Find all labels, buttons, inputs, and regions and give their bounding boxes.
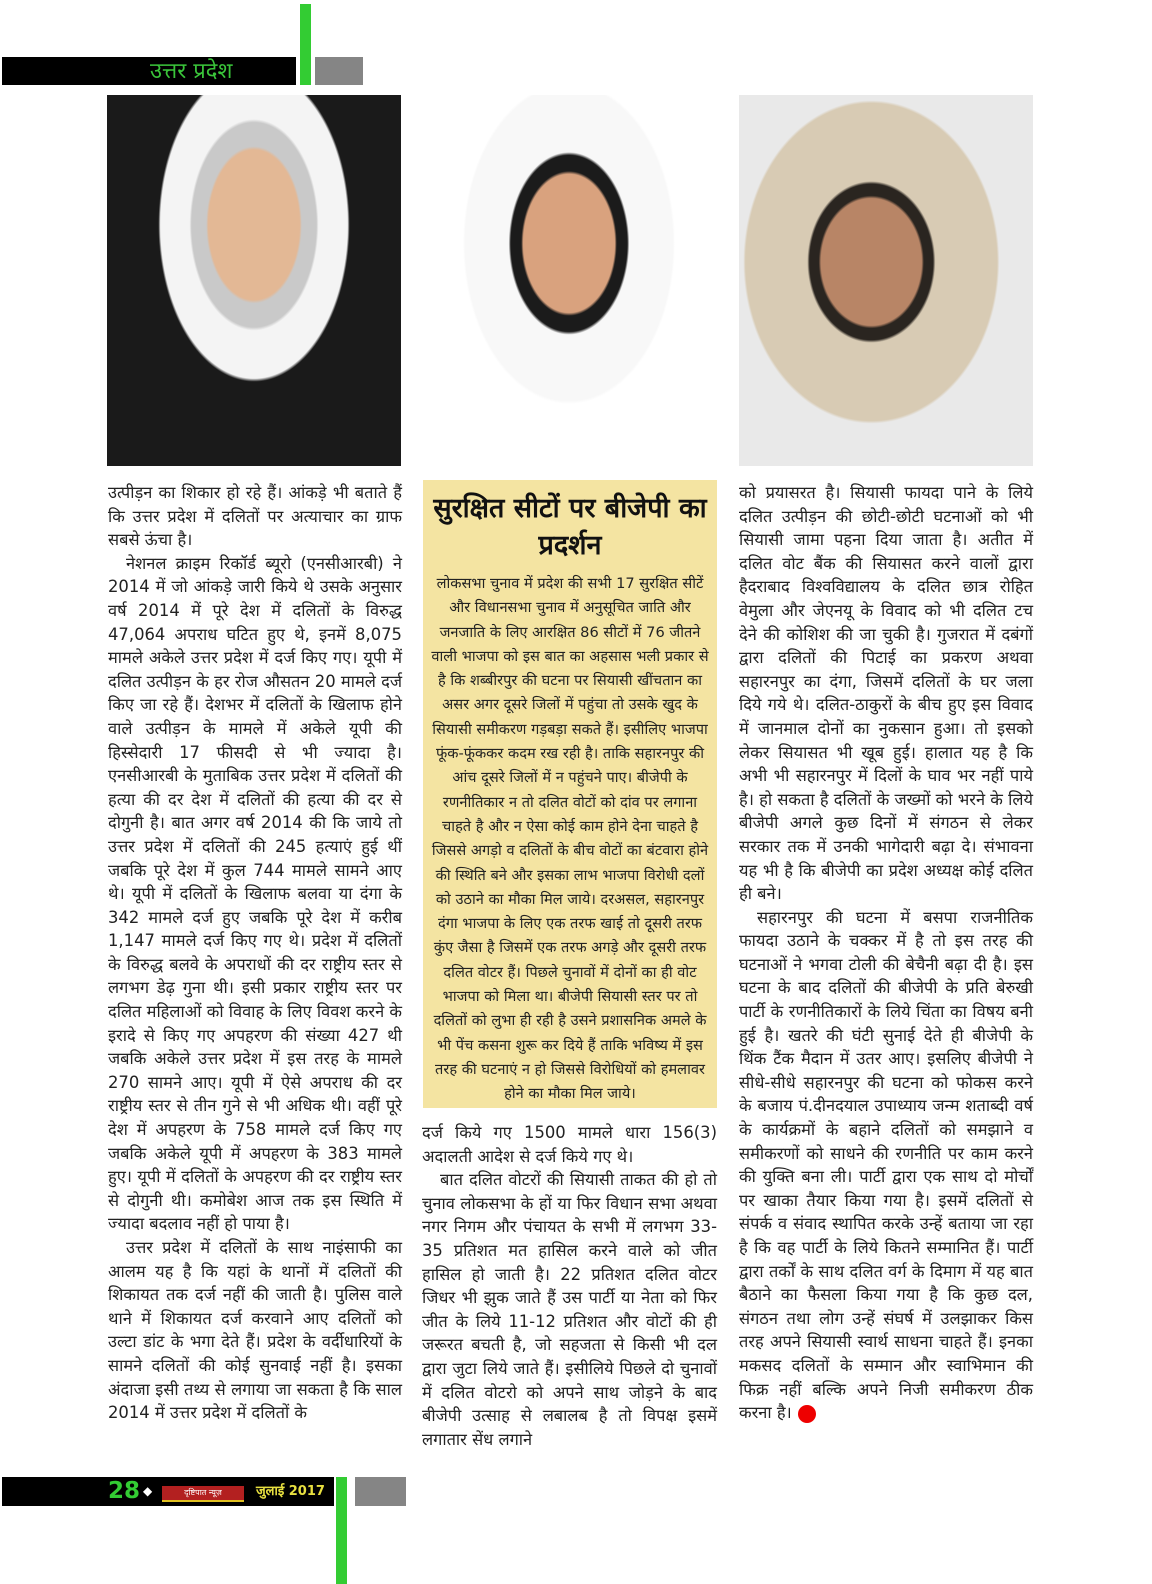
paragraph: दर्ज किये गए 1500 मामले धारा 156(3) अदालती आदेश से दर्ज किये गए थे।: [422, 1123, 717, 1166]
photo-mayawati: [739, 95, 1033, 466]
bullet-icon: ◆: [143, 1484, 153, 1498]
footer-gray-block: [355, 1477, 406, 1506]
article-column-3: [739, 481, 1033, 1425]
page-number: 28: [108, 1478, 141, 1504]
paragraph: को प्रयासरत है। सियासी फायदा पाने के लिये दलित उत्पीड़न की छोटी-छोटी घटनाओं को भी सियासी जामा पहना दिया जाता है। अतीत में दलित वोट बैंक की सियासत करने वालों द्वारा हैदराबाद विश्वविद्यालय के दलित छात्र रोहित वेमुला और जेएनयू के विवाद को भी दलित टच देने की कोशिश की जा चुकी है। गुजरात में दबंगों द्वारा दलितों की पिटाई का प्रकरण अथवा सहारनपुर का दंगा, जिसमें दलितों के घर जला दिये गये थे। दलित-ठाकुरों के बीच हुए इस विवाद में जानमाल दोनों का नुकसान हुआ। तो इसको लेकर सियासत भी खूब हुई। हालात यह है कि अभी भी सहारनपुर में दिलों के घाव भर नहीं पाये है। हो सकता है दलितों के जख्मों को भरने के लिये बीजेपी अगले कुछ दिनों में संगठन से लेकर सरकार तक में उनकी भागेदारी बढ़ा दे। संभावना यह भी है कि बीजेपी का प्रदेश अध्यक्ष कोई दलित ही बने।: [739, 483, 1033, 904]
paragraph: उत्पीड़न का शिकार हो रहे हैं। आंकड़े भी बताते हैं कि उत्तर प्रदेश में दलितों पर अत्याचार का ग्राफ सबसे ऊंचा है।: [108, 483, 402, 550]
header-accent-bar: [300, 4, 311, 85]
paragraph: उत्तर प्रदेश में दलितों के साथ नाइंसाफी का आलम यह है कि यहां के थानों में दलितों की शिकायत तक दर्ज नहीं की जाती है। पुलिस वाले थाने में शिकायत दर्ज करवाने आए दलितों को उल्टा डांट के भगा देते हैं। प्रदेश के वर्दीधारियों के सामने दलितों की कोई सुनवाई नहीं है। इसका अंदाजा इसी तथ्य से लगाया जा सकता है कि साल 2014 में उत्तर प्रदेश में दलितों के: [108, 1238, 402, 1423]
paragraph: नेशनल क्राइम रिकॉर्ड ब्यूरो (एनसीआरबी) ने 2014 में जो आंकड़े जारी किये थे उसके अनुसार वर्ष 2014 में पूरे देश में दलितों के विरुद्ध 47,064 अपराध घटित हुए थे, इनमें 8,075 मामले अकेले उत्तर प्रदेश में दर्ज किए गए। यूपी में दलित उत्पीड़न के हर रोज औसतन 20 मामले दर्ज किए जा रहे हैं। देशभर में दलितों के खिलाफ होने वाले उत्पीड़न के मामले में अकेले यूपी की हिस्सेदारी 17 फीसदी से भी ज्यादा है। एनसीआरबी के मुताबिक उत्तर प्रदेश में दलितों की हत्या की दर देश में दलितों की हत्या की दर से दोगुनी है। बात अगर वर्ष 2014 की कि जाये तो उत्तर प्रदेश में दलितों की 245 हत्याएं हुई थीं जबकि पूरे देश में कुल 744 मामले सामने आए थे। यूपी में दलितों के खिलाफ बलवा या दंगा के 342 मामले दर्ज हुए जबकि पूरे देश में करीब 1,147 मामले दर्ज किए गए थे। प्रदेश में दलितों के विरुद्ध बलवे के अपराधों की दर राष्ट्रीय स्तर से लगभग डेढ़ गुना थी। इसी प्रकार राष्ट्रीय स्तर पर दलित महिलाओं को विवाह के लिए विवश करने के इरादे से किए गए अपहरण की संख्या 427 थी जबकि अकेले उत्तर प्रदेश में इस तरह के मामले 270 सामने आए। यूपी में ऐसे अपराध की दर राष्ट्रीय स्तर से तीन गुने से भी अधिक थी। वहीं पूरे देश में अपहरण के 758 मामले दर्ज किए गए जबकि अकेले यूपी में अपहरण के 383 मामले हुए। यूपी में दलितों के अपहरण की दर राष्ट्रीय स्तर से दोगुनी थी। कमोबेश आज तक इस स्थिति में ज्यादा बदलाव नहीं हो पाया है।: [108, 553, 402, 1234]
section-title: उत्तर प्रदेश: [150, 59, 233, 84]
box-text: लोकसभा चुनाव में प्रदेश की सभी 17 सुरक्षित सीटें और विधानसभा चुनाव में अनुसूचित जाति और जनजाति के लिए आरक्षित 86 सीटों में 76 जीतने वाली भाजपा को इस बात का अहसास भली प्रकार से है कि शब्बीरपुर की घटना पर सियासी खींचतान का असर अगर दूसरे जिलों में पहुंचा तो उसके खुद के सियासी समीकरण गड़बड़ा सकते हैं। इसीलिए भाजपा फूंक-फूंककर कदम रख रही है। ताकि सहारनपुर की आंच दूसरे जिलों में न पहुंचने पाए। बीजेपी के रणनीतिकार न तो दलित वोटों को दांव पर लगाना चाहते है और न ऐसा कोई काम होने देना चाहते है जिससे अगड़ो व दलितों के बीच वोटों का बंटवारा होने की स्थिति बने और इसका लाभ भाजपा विरोधी दलों को उठाने का मौका मिल जाये। दरअसल, सहारनपुर दंगा भाजपा के लिए एक तरफ खाई तो दूसरी तरफ कुंए जैसा है जिसमें एक तरफ अगड़े और दूसरी तरफ दलित वोटर हैं। पिछले चुनावों में दोनों का ही वोट भाजपा को मिला था। बीजेपी सियासी स्तर पर तो दलितों को लुभा ही रही है उसने प्रशासनिक अमले के भी पेंच कसना शुरू कर दिये हैं ताकि भविष्य में इस तरह की घटनाएं न हो जिससे विरोधियों को हमलावर होने का मौका मिल जाये।: [431, 575, 709, 1103]
paragraph: बात दलित वोटरों की सियासी ताकत की हो तो चुनाव लोकसभा के हों या फिर विधान सभा अथवा नगर निगम और पंचायत के सभी में लगभग 33-35 प्रतिशत मत हासिल करने वाले को जीत हासिल हो जाती है। 22 प्रतिशत दलित वोटर जिधर भी झुक जाते हैं उस पार्टी या नेता को फिर जीत के लिये 11-12 प्रतिशत और वोटों की ही जरूरत बचती है, जो सहजता से किसी भी दल द्वारा जुटा लिये जाते हैं। इसीलिये पिछले दो चुनावों में दलित वोटरो को अपने साथ जोड़ने के बाद बीजेपी उत्साह से लबालब है तो विपक्ष इसमें लगातार सेंध लगाने: [422, 1170, 717, 1449]
header-bar: [2, 57, 296, 85]
footer-accent-bar: [336, 1477, 347, 1584]
paragraph-text: सहारनपुर की घटना में बसपा राजनीतिक फायदा उठाने के चक्कर में है तो इस तरह की घटनाओं ने भगवा टोली की बेचैनी बढ़ा दी है। इस घटना के बाद दलितों की बीजेपी के प्रति बेरुखी पार्टी के रणनीतिकारों के लिये चिंता का विषय बनी हुई है। खतरे की घंटी सुनाई देते ही बीजेपी के थिंक टैंक मैदान में उतर आए। इसलिए बीजेपी ने सीधे-सीधे सहारनपुर की घटना को फोकस करने के बजाय पं.दीनदयाल उपाध्याय जन्म शताब्दी वर्ष के कार्यक्रमों के बहाने दलितों को समझाने व समीकरणों को साधने की रणनीति पर काम करने की युक्ति बना ली। पार्टी द्वारा एक साथ दो मोर्चों पर खाका तैयार किया गया है। इसमें दलितों से संपर्क व संवाद स्थापित करके उन्हें बताया जा रहा है कि वह पार्टी के लिये कितने सम्मानित हैं। पार्टी द्वारा तर्कों के साथ दलित वर्ग के दिमाग में यह बात बैठाने का फैसला किया गया है कि कुछ दल, संगठन तथा लोग उन्हें संघर्ष में उलझाकर किस तरह अपने सियासी स्वार्थ साधना चाहते हैं। इनका मकसद दलितों के सम्मान और स्वाभिमान की फिक्र नहीं बल्कि अपने निजी समीकरण ठीक करना है।: [739, 907, 1033, 1423]
issue-date: जुलाई 2017: [256, 1484, 325, 1499]
end-mark-icon: [798, 1405, 816, 1423]
paragraph: [739, 906, 1033, 1425]
sidebar-box: [423, 480, 717, 1108]
box-title: सुरक्षित सीटों पर बीजेपी का प्रदर्शन: [433, 493, 707, 561]
magazine-logo: दृष्टिपात न्यूज़: [162, 1486, 244, 1502]
article-column-2: [422, 1121, 717, 1451]
header-gray-block: [315, 57, 363, 85]
article-column-1: [108, 481, 402, 1425]
photo-akhilesh-yadav: [422, 95, 716, 466]
photo-narendra-modi: [107, 95, 401, 466]
